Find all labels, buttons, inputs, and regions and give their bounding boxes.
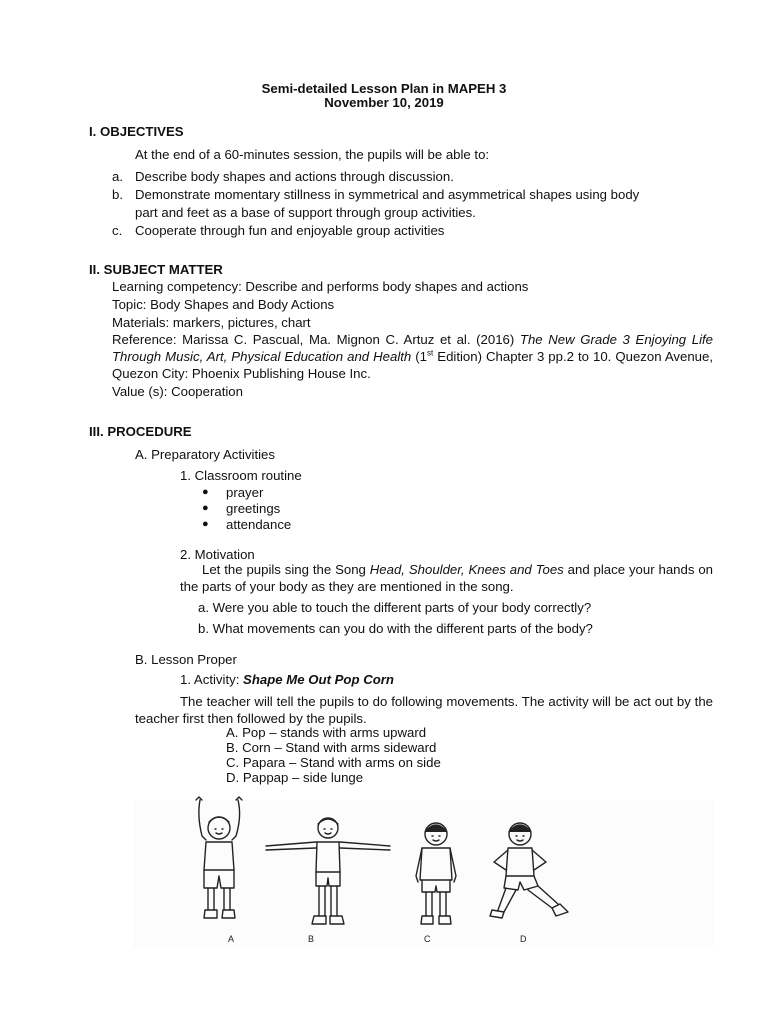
reference-suffix: Edition) Chapter 3 pp.2 to 10. Quezon Avenue, Quezon City: Phoenix Publishing House Inc. (112, 349, 713, 381)
objective-b-letter: b. (112, 187, 123, 202)
objective-b-line2: part and feet as a base of support through group activities. (135, 205, 476, 220)
objective-a-text: Describe body shapes and actions through discussion. (135, 169, 454, 184)
move-item: A. Pop – stands with arms upward (226, 725, 427, 740)
activity-description: The teacher will tell the pupils to do following movements. The activity will be act out by the teacher first then followed by the pupils. (135, 694, 713, 726)
objectives-heading: I. OBJECTIVES (89, 124, 184, 139)
objective-a-letter: a. (112, 169, 123, 184)
learning-competency: Learning competency: Describe and performs body shapes and actions (112, 279, 529, 294)
song-title: Head, Shoulder, Knees and Toes (369, 562, 564, 577)
procedure-heading: III. PROCEDURE (89, 424, 192, 439)
figure-label-d: D (520, 934, 527, 944)
objective-c-letter: c. (112, 223, 123, 238)
routine-item: ● prayer (202, 485, 264, 500)
move-item: C. Papara – Stand with arms on side (226, 755, 441, 770)
routine-item: ● attendance (202, 517, 292, 532)
child-arms-upward-illustration (186, 796, 256, 932)
child-arms-on-side-illustration (408, 818, 464, 930)
activity-title: Shape Me Out Pop Corn (243, 672, 394, 687)
bullet-icon: ● (202, 502, 209, 514)
lesson-proper-heading: B. Lesson Proper (135, 652, 237, 667)
motivation-text: Let the pupils sing the Song Head, Shoulder, Knees and Toes and place your hands on the parts of your body as they are mentioned in the song. (180, 562, 713, 594)
reference-edition-sup: st (427, 348, 434, 358)
document-title: Semi-detailed Lesson Plan in MAPEH 3 (261, 81, 507, 96)
topic: Topic: Body Shapes and Body Actions (112, 297, 335, 312)
figure-label-a: A (228, 934, 235, 944)
activity-line: 1. Activity: Shape Me Out Pop Corn (180, 672, 394, 687)
document-date: November 10, 2019 (324, 95, 444, 110)
value: Value (s): Cooperation (112, 384, 243, 399)
bullet-icon: ● (202, 486, 209, 498)
preparatory-heading: A. Preparatory Activities (135, 447, 275, 462)
materials: Materials: markers, pictures, chart (112, 315, 311, 330)
child-side-lunge-illustration (484, 818, 574, 926)
reference-book-title: The New Grade 3 Enjoying Life Through Music, Art, Physical Education and Health (112, 332, 714, 364)
figure-label-c: C (424, 934, 431, 944)
figure-label-b: B (308, 934, 315, 944)
reference-prefix: Reference: Marissa C. Pascual, Ma. Mignon C. Artuz et al. (2016) (112, 332, 520, 347)
subject-matter-heading: II. SUBJECT MATTER (89, 262, 223, 277)
motivation-heading: 2. Motivation (180, 547, 255, 562)
reference (112, 331, 713, 382)
move-item: D. Pappap – side lunge (226, 770, 364, 785)
routine-item: ● greetings (202, 501, 281, 516)
bullet-icon: ● (202, 518, 209, 530)
objective-b-line1: Demonstrate momentary stillness in symmetrical and asymmetrical shapes using body (135, 187, 640, 202)
reference-edition-open: (1 (411, 349, 428, 364)
child-arms-sideward-illustration (262, 814, 394, 930)
question-b: b. What movements can you do with the different parts of the body? (198, 621, 593, 636)
objective-c-text: Cooperate through fun and enjoyable group activities (135, 223, 445, 238)
routine-heading: 1. Classroom routine (180, 468, 302, 483)
question-a: a. Were you able to touch the different parts of your body correctly? (198, 600, 592, 615)
move-item: B. Corn – Stand with arms sideward (226, 740, 437, 755)
objectives-intro: At the end of a 60-minutes session, the pupils will be able to: (135, 147, 490, 162)
